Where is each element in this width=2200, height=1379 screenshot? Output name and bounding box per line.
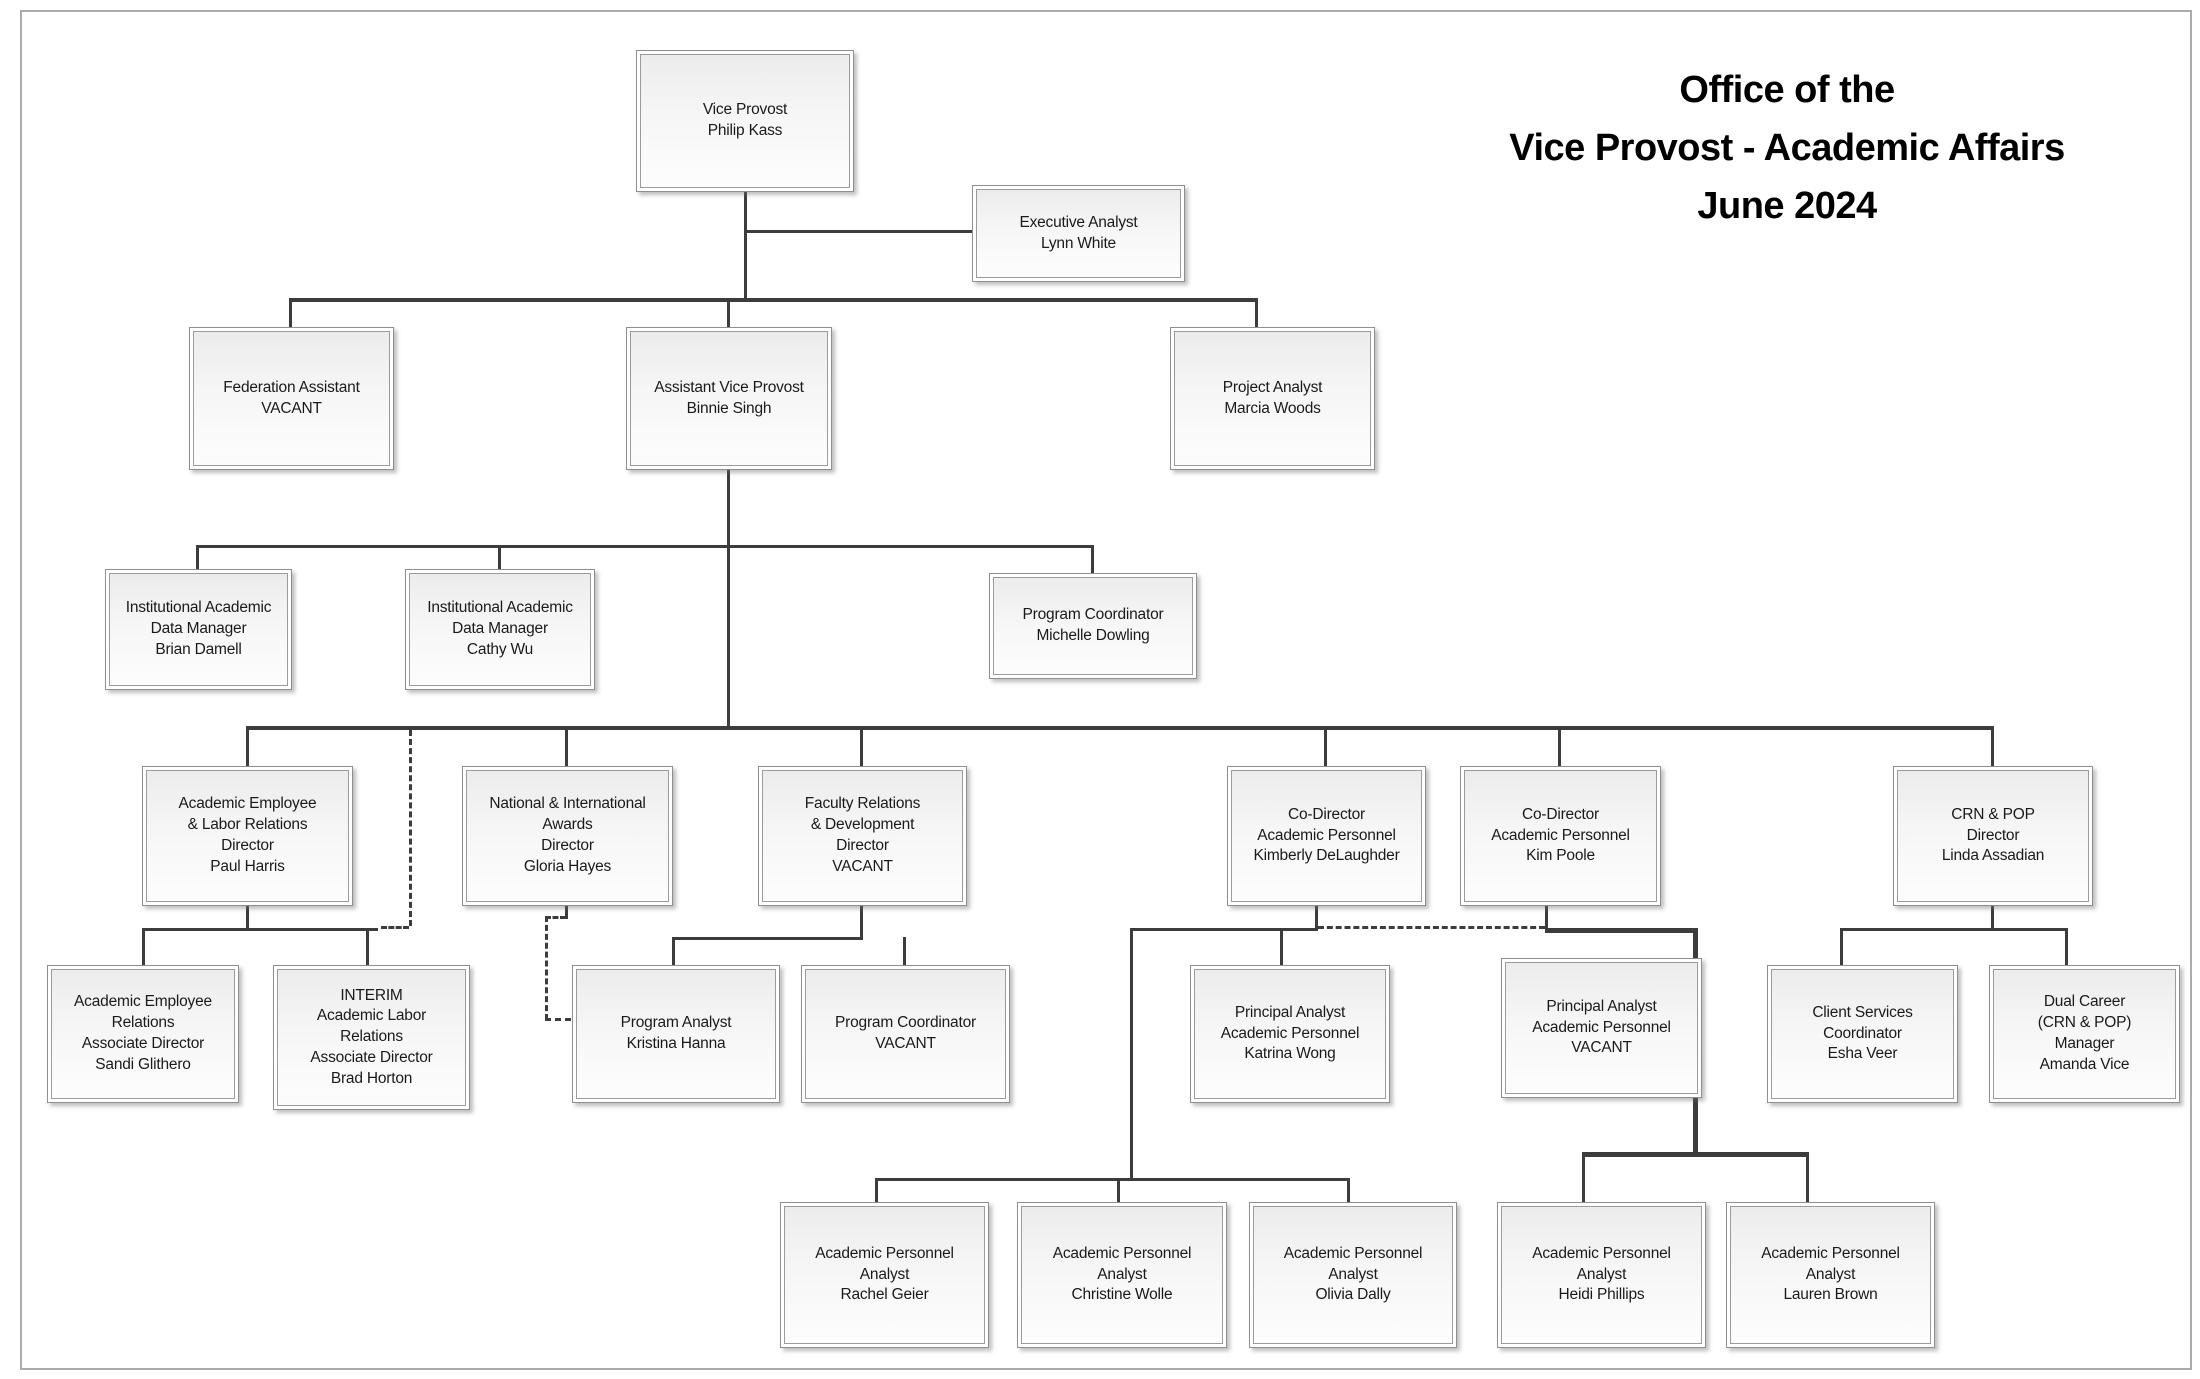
org-node-line: Faculty Relations <box>804 795 921 813</box>
org-node-body <box>466 770 669 902</box>
connector-segment <box>246 726 249 768</box>
org-node-body <box>1993 969 2176 1099</box>
org-node-personnel-analyst-lauren <box>1726 1202 1935 1348</box>
org-node-line: Kimberly DeLaughder <box>1253 847 1400 865</box>
org-node-line: Analyst <box>1805 1265 1856 1283</box>
org-node-line: Esha Veer <box>1827 1045 1898 1063</box>
connector-segment <box>1558 726 1561 768</box>
org-node-vice-provost <box>636 50 854 192</box>
org-node-line: Director <box>221 837 274 854</box>
connector-segment <box>289 298 292 329</box>
connector-segment <box>1545 928 1697 933</box>
org-node-line: Analyst <box>859 1265 910 1283</box>
org-node-body <box>976 189 1181 278</box>
org-node-line: Lynn White <box>1041 234 1116 252</box>
org-node-line: (CRN & POP) <box>2037 1014 2132 1032</box>
org-node-personnel-analyst-heidi <box>1497 1202 1706 1348</box>
connector-segment <box>409 730 412 926</box>
org-node-line: Institutional Academic <box>125 599 272 617</box>
connector-segment <box>1091 545 1094 575</box>
org-node-body <box>1730 1206 1931 1344</box>
org-node-line: Kristina Hanna <box>626 1035 726 1052</box>
org-node-line: Associate Director <box>81 1035 205 1052</box>
org-node-personnel-analyst-rachel <box>780 1202 989 1348</box>
org-node-line: Academic Personnel <box>1491 826 1630 844</box>
org-node-data-manager-brian <box>105 569 292 690</box>
connector-segment <box>196 545 199 571</box>
org-node-line: Brad Horton <box>330 1069 413 1087</box>
org-node-body <box>277 969 466 1106</box>
org-node-line: Katrina Wong <box>1244 1045 1336 1063</box>
org-node-line: Paul Harris <box>210 857 285 875</box>
org-node-body <box>1174 331 1371 466</box>
connector-segment <box>565 726 568 768</box>
connector-segment <box>727 298 730 329</box>
org-node-line: Manager <box>2054 1035 2115 1052</box>
connector-segment <box>246 726 1994 730</box>
chart-title-line1: Office of the <box>1679 69 1895 111</box>
org-node-body <box>1501 1206 1702 1344</box>
org-node-executive-analyst <box>972 185 1185 282</box>
org-node-line: Academic Personnel <box>1257 826 1396 844</box>
connector-segment <box>744 230 972 233</box>
org-node-line: Vice Provost <box>702 101 788 119</box>
org-node-line: Analyst <box>1576 1265 1627 1283</box>
org-node-line: Michelle Dowling <box>1036 627 1150 644</box>
org-node-associate-director-sandi <box>47 965 239 1103</box>
org-node-body <box>762 770 963 902</box>
org-node-line: Director <box>541 837 594 854</box>
org-node-body <box>1897 770 2089 902</box>
org-node-body <box>1464 770 1657 902</box>
org-node-program-analyst-kristina <box>572 965 780 1103</box>
org-node-line: Brian Damell <box>155 640 242 658</box>
org-node-line: Coordinator <box>1823 1024 1902 1042</box>
connector-segment <box>860 726 863 768</box>
org-node-line: Program Analyst <box>620 1014 732 1032</box>
connector-segment <box>1318 926 1545 929</box>
connector-segment <box>1117 1178 1120 1204</box>
org-node-line: Principal Analyst <box>1546 997 1657 1015</box>
connector-segment <box>1806 1152 1809 1204</box>
org-node-line: Academic Personnel <box>1532 1018 1671 1036</box>
org-node-client-services-esha <box>1767 965 1958 1103</box>
chart-title <box>1462 62 2112 235</box>
connector-segment <box>875 1178 1350 1181</box>
org-node-line: VACANT <box>832 857 893 875</box>
org-node-line: Academic Employee <box>74 993 212 1011</box>
org-node-personnel-analyst-christine <box>1017 1202 1227 1348</box>
org-node-body <box>805 969 1006 1099</box>
connector-segment <box>142 928 378 931</box>
connector-segment <box>727 470 730 728</box>
org-node-line: Co-Director <box>1287 805 1366 823</box>
connector-segment <box>672 937 863 940</box>
org-node-line: Federation Assistant <box>223 378 360 396</box>
org-node-line: Linda Assadian <box>1941 847 2045 865</box>
org-node-body <box>193 331 390 466</box>
org-node-body <box>109 573 288 686</box>
connector-segment <box>545 916 548 1020</box>
org-node-line: Marcia Woods <box>1224 399 1321 417</box>
org-node-awards-director <box>462 766 673 906</box>
org-node-body <box>1231 770 1422 902</box>
org-node-line: Christine Wolle <box>1071 1286 1173 1304</box>
org-node-line: Institutional Academic <box>427 599 573 617</box>
org-node-line: Philip Kass <box>707 122 783 139</box>
connector-segment <box>196 545 1094 548</box>
org-node-body <box>576 969 776 1099</box>
connector-segment <box>545 916 566 919</box>
org-node-associate-director-brad <box>273 965 470 1110</box>
org-node-line: Assistant Vice Provost <box>654 378 804 396</box>
connector-segment <box>381 926 409 929</box>
connector-segment <box>2065 928 2068 967</box>
org-node-program-coordinator-michelle <box>989 573 1197 679</box>
org-node-co-director-kim <box>1460 766 1661 906</box>
org-node-line: Program Coordinator <box>835 1014 976 1032</box>
org-node-line: Dual Career <box>2043 993 2126 1011</box>
org-node-line: Heidi Phillips <box>1558 1286 1645 1304</box>
org-node-line: Rachel Geier <box>840 1286 929 1304</box>
connector-segment <box>1582 1152 1809 1157</box>
org-node-faculty-relations-director <box>758 766 967 906</box>
org-node-principal-analyst-vacant <box>1501 958 1702 1098</box>
org-node-personnel-analyst-olivia <box>1249 1202 1457 1348</box>
connector-segment <box>498 545 501 571</box>
org-node-body <box>1253 1206 1453 1344</box>
org-node-body <box>409 573 591 686</box>
connector-segment <box>1130 928 1133 1180</box>
connector-segment <box>1840 928 2068 931</box>
org-node-line: Associate Director <box>310 1048 433 1066</box>
connector-segment <box>1324 726 1327 768</box>
org-node-line: & Labor Relations <box>187 816 308 834</box>
org-node-project-analyst <box>1170 327 1375 470</box>
connector-segment <box>1991 726 1994 768</box>
org-node-federation-assistant <box>189 327 394 470</box>
org-node-line: Academic Personnel <box>1052 1244 1192 1262</box>
org-node-line: Client Services <box>1812 1003 1913 1021</box>
org-node-body <box>640 54 850 188</box>
org-node-dual-career-amanda <box>1989 965 2180 1103</box>
org-node-line: Academic Personnel <box>1220 1024 1360 1042</box>
org-node-assistant-vice-provost <box>626 327 832 470</box>
connector-segment <box>860 906 863 940</box>
org-node-line: Director <box>1966 826 2020 844</box>
org-node-line: Executive Analyst <box>1019 213 1138 231</box>
org-node-line: Director <box>836 837 889 854</box>
org-node-body <box>784 1206 985 1344</box>
org-node-line: CRN & POP <box>1951 805 2035 823</box>
org-node-line: Academic Personnel <box>1532 1244 1671 1262</box>
org-node-line: Co-Director <box>1521 805 1600 823</box>
org-node-program-coordinator-vacant <box>801 965 1010 1103</box>
org-node-principal-analyst-katrina <box>1190 965 1390 1103</box>
connector-segment <box>366 928 369 967</box>
org-node-body <box>51 969 235 1099</box>
org-node-line: Olivia Dally <box>1315 1286 1391 1304</box>
org-node-line: VACANT <box>261 399 322 417</box>
org-node-line: National & International <box>489 795 646 813</box>
org-node-body <box>1505 962 1698 1094</box>
org-node-line: Binnie Singh <box>686 399 772 417</box>
connector-segment <box>1130 928 1318 931</box>
org-node-body <box>630 331 828 466</box>
org-node-body <box>146 770 349 902</box>
org-node-line: Analyst <box>1328 1265 1378 1283</box>
org-node-line: Sandi Glithero <box>95 1055 191 1073</box>
org-node-line: Awards <box>542 816 593 834</box>
org-node-line: Academic Personnel <box>815 1244 954 1262</box>
org-node-line: Data Manager <box>150 620 247 638</box>
org-node-line: & Development <box>810 816 915 834</box>
org-node-line: Gloria Hayes <box>523 857 612 875</box>
org-node-line: Academic Personnel <box>1283 1244 1423 1262</box>
org-node-line: Relations <box>340 1028 403 1046</box>
chart-title-line2: Vice Provost - Academic Affairs <box>1509 126 2065 169</box>
org-node-co-director-kimberly <box>1227 766 1426 906</box>
org-node-line: Lauren Brown <box>1783 1286 1878 1304</box>
org-node-line: Analyst <box>1097 1265 1147 1283</box>
org-node-labor-relations-director <box>142 766 353 906</box>
connector-segment <box>1280 928 1283 967</box>
connector-segment <box>744 192 747 300</box>
org-node-line: Project Analyst <box>1222 378 1323 396</box>
org-node-line: VACANT <box>875 1035 936 1052</box>
org-node-line: Program Coordinator <box>1022 606 1164 624</box>
org-node-body <box>1021 1206 1223 1344</box>
org-node-body <box>1771 969 1954 1099</box>
connector-segment <box>1840 928 1843 967</box>
org-node-line: Academic Labor <box>316 1007 427 1025</box>
org-node-line: VACANT <box>1571 1039 1632 1057</box>
org-node-line: Kim Poole <box>1526 847 1595 865</box>
org-node-body <box>1194 969 1386 1099</box>
connector-segment <box>142 928 145 967</box>
org-node-crn-pop-director <box>1893 766 2093 906</box>
connector-segment <box>1347 1178 1350 1204</box>
org-node-body <box>993 577 1193 675</box>
connector-segment <box>672 937 675 967</box>
org-node-line: Amanda Vice <box>2039 1055 2130 1073</box>
org-node-line: INTERIM <box>340 986 403 1004</box>
org-node-line: Relations <box>111 1014 175 1032</box>
connector-segment <box>875 1178 878 1204</box>
chart-title-line3: June 2024 <box>1697 184 1877 227</box>
org-node-line: Data Manager <box>452 620 548 638</box>
connector-segment <box>545 1018 571 1021</box>
connector-segment <box>1255 298 1258 329</box>
org-node-line: Academic Employee <box>178 795 317 813</box>
org-node-line: Cathy Wu <box>466 640 534 658</box>
connector-segment <box>903 937 906 967</box>
connector-segment <box>289 298 1258 302</box>
org-node-data-manager-cathy <box>405 569 595 690</box>
connector-segment <box>1582 1152 1585 1204</box>
org-node-line: Academic Personnel <box>1761 1244 1900 1262</box>
org-node-line: Principal Analyst <box>1234 1003 1346 1021</box>
